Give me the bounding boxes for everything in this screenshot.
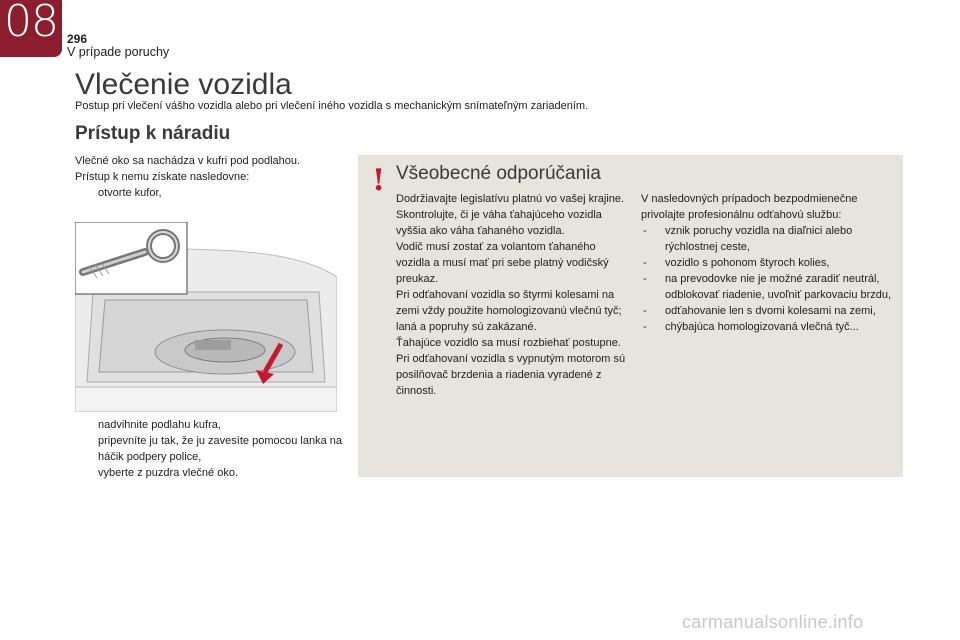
service-case-item: [641, 319, 896, 335]
section-name: V prípade poruchy: [67, 45, 170, 59]
service-case-text: vznik poruchy vozidla na diaľnici alebo rýchlostnej ceste,: [665, 225, 853, 253]
service-case-item: [641, 223, 896, 255]
advice-paragraph: Pri odťahovaní vozidla s vypnutým motorom sú posilňovač brzdenia a riadenia vyradené z činnosti.: [396, 353, 626, 397]
advice-paragraph: Vodič musí zostať za volantom ťahaného vozidla a musí mať pri sebe platný vodičský preukaz.: [396, 241, 609, 285]
watermark: carmanualsonline.info: [682, 612, 864, 632]
steps-before-list: [75, 185, 345, 201]
service-case-item: [641, 271, 896, 303]
service-case-text: na prevodovke nie je možné zaradiť neutrál, odblokovať riadenie, uvoľniť parkovaciu brzdu,: [665, 273, 892, 301]
advice-paragraph: Dodržiavajte legislatívu platnú vo vašej krajine.: [396, 193, 625, 205]
step-item: [75, 185, 345, 201]
step-text: otvorte kufor,: [98, 187, 162, 199]
steps-after-list: [75, 417, 343, 481]
tools-lead-line: Prístup k nemu získate nasledovne:: [75, 171, 250, 183]
recommendations-panel: [358, 155, 903, 477]
dash-marker: -: [643, 225, 647, 237]
service-case-text: vozidlo s pohonom štyroch kolies,: [665, 257, 830, 269]
advice-paragraph: Pri odťahovaní vozidla so štyrmi kolesami na zemi vždy použite homologizovanú vlečnú tyč; laná a popruhy sú zakázané.: [396, 289, 622, 333]
dash-marker: -: [643, 273, 647, 285]
advice-paragraph: Skontrolujte, či je váha ťahajúceho vozidla vyššia ako váha ťahaného vozidla.: [396, 209, 602, 237]
chapter-number: 08: [4, 0, 58, 47]
tools-lead: [75, 153, 345, 185]
tools-heading: Prístup k náradiu: [75, 123, 231, 144]
step-text: nadvihnite podlahu kufra,: [98, 419, 221, 431]
step-item: [75, 433, 343, 465]
step-text: vyberte z puzdra vlečné oko.: [98, 467, 239, 479]
service-case-item: [641, 255, 896, 271]
step-item: [75, 465, 343, 481]
step-text: pripevníte ju tak, že ju zavesíte pomocou lanka na háčik podpery police,: [98, 435, 342, 463]
dash-marker: -: [643, 305, 647, 317]
dash-marker: -: [643, 321, 647, 333]
tool-tray: [195, 340, 231, 350]
bumper-shape: [75, 387, 337, 412]
service-cases-list: [641, 223, 896, 335]
recommendations-heading: Všeobecné odporúčania: [396, 163, 601, 184]
service-intro: V nasledovných prípadoch bezpodmienečne privolajte profesionálnu odťahovú službu:: [641, 193, 858, 221]
advice-paragraph: Ťahajúce vozidlo sa musí rozbiehať postupne.: [396, 337, 621, 349]
step-item: [75, 417, 343, 433]
recommendations-column-1: [396, 191, 628, 399]
trunk-illustration: [75, 222, 337, 412]
page-title: Vlečenie vozidla: [75, 68, 292, 101]
chapter-tab: [0, 0, 62, 57]
tools-lead-line: Vlečné oko sa nachádza v kufri pod podlahou.: [75, 155, 301, 167]
intro-text: Postup pri vlečení vášho vozidla alebo pri vlečení iného vozidla s mechanickým snímateľným zariadením.: [75, 100, 589, 112]
service-case-text: chýbajúca homologizovaná vlečná tyč...: [665, 321, 859, 333]
dash-marker: -: [643, 257, 647, 269]
service-case-text: odťahovanie len s dvomi kolesami na zemi,: [665, 305, 876, 317]
page-number: 296: [67, 32, 88, 46]
service-case-item: [641, 303, 896, 319]
warning-icon: !: [372, 163, 386, 198]
